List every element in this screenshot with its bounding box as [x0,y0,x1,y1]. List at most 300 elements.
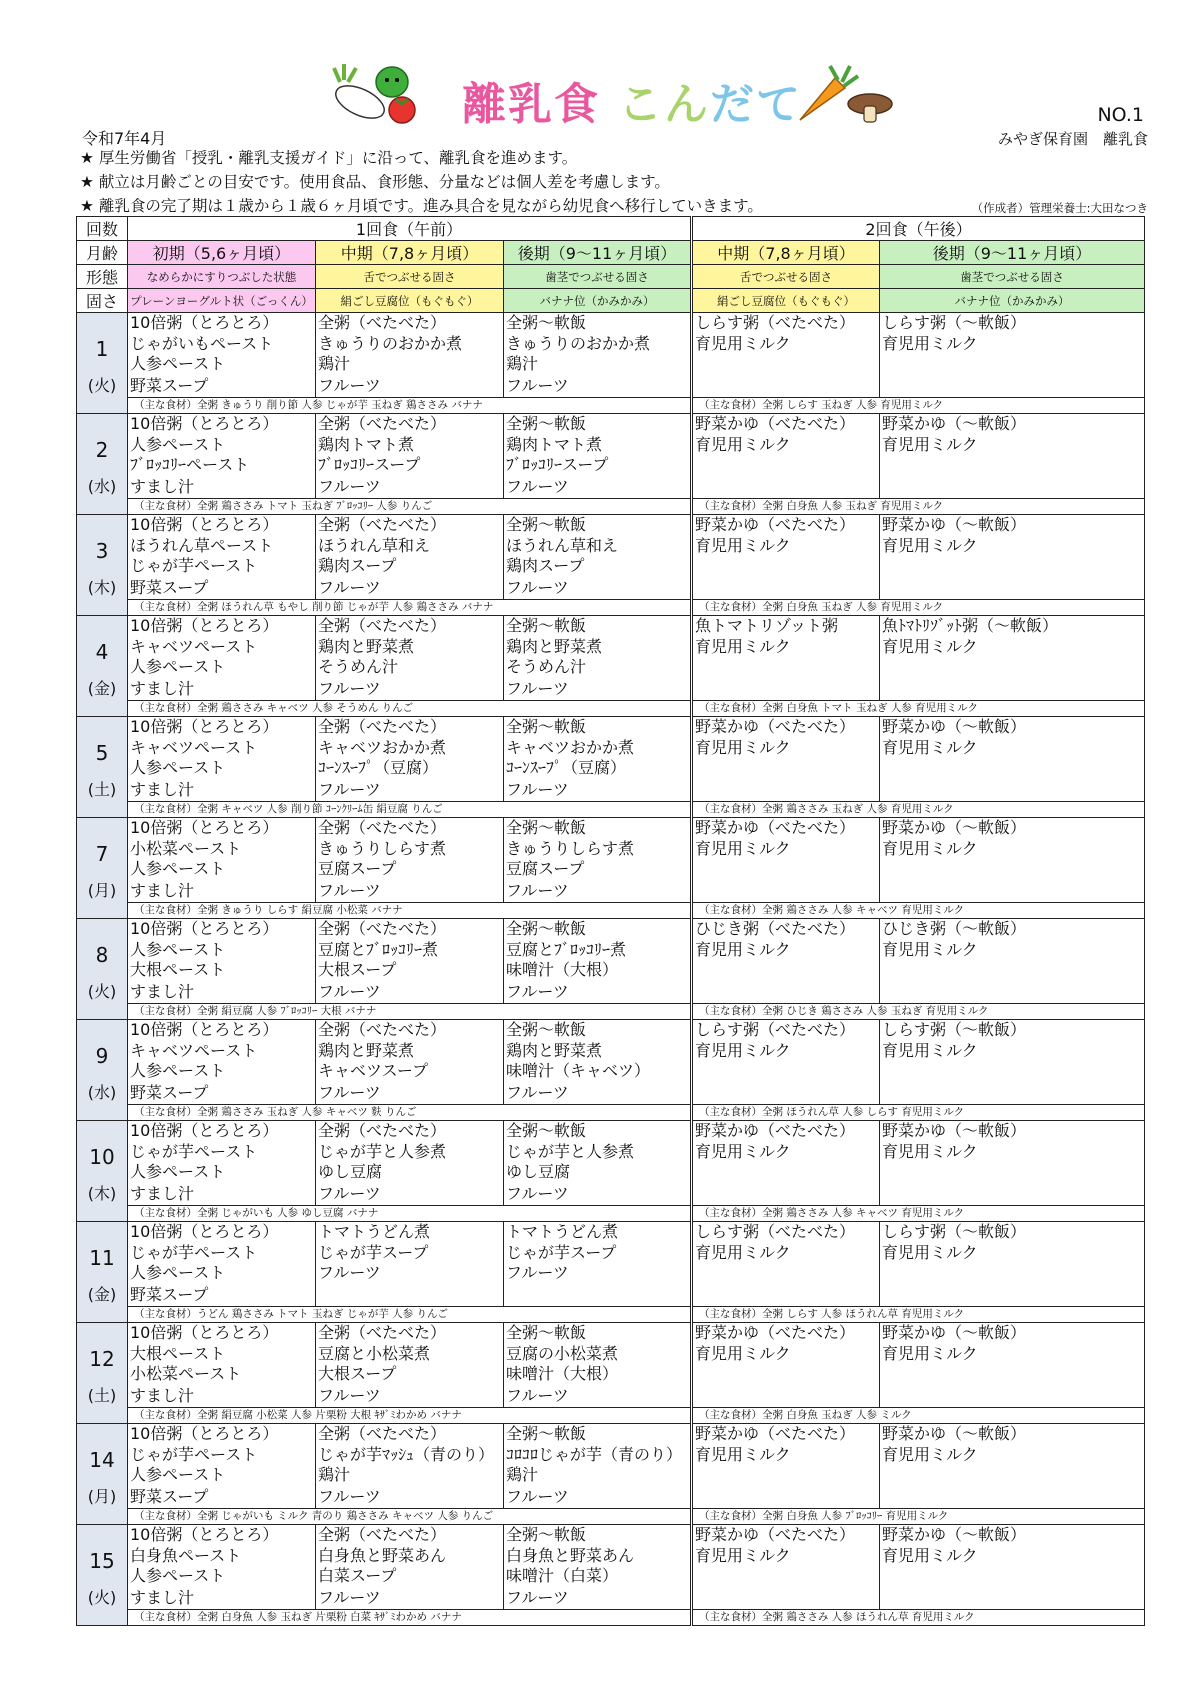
menu-item: 野菜スープ [130,1486,209,1506]
menu-item: 野菜スープ [130,577,209,597]
ingredients-meal-1: （主な食材）うどん 鶏ささみ トマト 玉ねぎ じゃが芋 人参 りんご [128,1307,692,1323]
menu-item: そうめん汁 [318,657,399,676]
menu-item: 野菜スープ [130,1082,209,1102]
menu-item: 野菜かゆ（べたべた） [695,818,856,837]
menu-item: 育児用ミルク [695,1545,791,1565]
menu-item: フルーツ [318,678,381,698]
author: （作成者）管理栄養士:大田なつき [971,201,1148,215]
menu-item: フルーツ [506,1385,569,1405]
menu-cell-late [504,515,692,600]
menu-cell-mid2 [692,1323,880,1408]
menu-cell-late [504,919,692,1004]
menu-item: 野菜かゆ（べたべた） [695,1525,856,1544]
menu-item [880,981,1144,1003]
menu-item [880,657,1144,678]
menu-item: 全粥（べたべた） [318,1323,447,1342]
menu-cell-late [504,1525,692,1610]
menu-cell-mid2 [692,818,880,903]
menu-item [693,1183,879,1205]
menu-item: 鶏肉と野菜煮 [506,636,603,656]
note-3: ★ 離乳食の完了期は１歳から１歳６ヶ月頃です。進み具合を見ながら幼児食へ移行していきます。 [80,197,763,215]
menu-cell-late [504,1424,692,1509]
menu-item: じゃが芋と人参煮 [506,1141,635,1161]
menu-item: フルーツ [506,678,569,698]
menu-item [880,1486,1144,1508]
menu-item: 野菜スープ [130,1284,209,1304]
menu-item [693,1162,879,1183]
menu-item: 育児用ミルク [695,434,791,454]
menu-cell-mid2 [692,1424,880,1509]
menu-cell-mid [316,1525,504,1610]
menu-item: トマトうどん煮 [318,1222,431,1241]
menu-item: フルーツ [506,375,569,395]
menu-cell-late2 [880,616,1145,701]
menu-item: 野菜かゆ（べたべた） [695,1323,856,1342]
menu-cell-early [128,818,316,903]
day-label [77,616,128,717]
menu-item: キャベツスープ [318,1061,429,1080]
ingredients-row [77,600,1145,616]
menu-item: 全粥（べたべた） [318,313,447,332]
menu-cell-late2 [880,717,1145,802]
header-hardness-mid: 絹ごし豆腐位（もぐもぐ） [316,289,504,313]
ingredients-row [77,701,1145,717]
menu-item: きゅうりしらす煮 [318,838,447,858]
menu-item: 全粥～軟飯 [506,1424,587,1443]
menu-item: きゅうりのおかか煮 [506,333,651,353]
day-weekday: (土) [87,1386,117,1405]
menu-item: すまし汁 [130,678,195,698]
ingredients-meal-1: （主な食材）全粥 キャベツ 人参 削り節 ｺｰﾝｸﾘｰﾑ缶 絹豆腐 りんご [128,802,692,818]
menu-item [693,1082,879,1104]
menu-item [880,577,1144,599]
menu-cell-late [504,1121,692,1206]
menu-item: 育児用ミルク [882,737,978,757]
menu-item: 人参ペースト [130,859,226,878]
header-form-early: なめらかにすりつぶした状態 [128,265,316,289]
menu-item: 育児用ミルク [882,1141,978,1161]
header-label-count: 回数 [77,217,128,241]
menu-item: 10倍粥（とろとろ） [130,1323,279,1342]
menu-cell-mid [316,919,504,1004]
menu-item: 鶏肉スープ [506,556,585,575]
school-name: みやぎ保育園 離乳食 [997,130,1148,148]
menu-item: 野菜かゆ（～軟飯） [882,414,1027,433]
ingredients-meal-1: （主な食材）全粥 きゅうり 削り節 人参 じゃが芋 玉ねぎ 鶏ささみ バナナ [128,398,692,414]
ingredients-row [77,903,1145,919]
day-label [77,818,128,919]
menu-item: 魚ﾄﾏﾄﾘｿﾞｯﾄ粥（～軟飯） [882,616,1059,635]
menu-item: すまし汁 [130,1587,195,1607]
menu-item: きゅうりのおかか煮 [318,333,463,353]
menu-item: 育児用ミルク [882,1242,978,1262]
menu-item: 育児用ミルク [882,1343,978,1363]
menu-cell-early [128,313,316,398]
menu-item: 全粥～軟飯 [506,414,587,433]
menu-item: キャベツペースト [130,636,258,656]
day-label [77,1020,128,1121]
menu-item: フルーツ [318,1082,381,1102]
menu-item: すまし汁 [130,981,195,1001]
menu-item: 育児用ミルク [882,1545,978,1565]
menu-item: そうめん汁 [506,657,587,676]
day-weekday: (月) [87,1487,117,1506]
menu-item: フルーツ [318,1486,381,1506]
menu-item: 野菜かゆ（べたべた） [695,1424,856,1443]
menu-item: 野菜かゆ（～軟飯） [882,717,1027,736]
menu-item: 豆腐の小松菜煮 [506,1343,619,1363]
day-number: 9 [95,1044,109,1068]
ingredients-meal-2: （主な食材）全粥 ほうれん草 人参 しらす 育児用ミルク [692,1105,1145,1121]
menu-item: 人参ペースト [130,939,226,959]
day-label [77,313,128,414]
menu-cell-mid [316,313,504,398]
menu-item: 白菜スープ [318,1566,397,1585]
menu-item: 全粥～軟飯 [506,818,587,837]
menu-item: キャベツおかか煮 [506,737,635,757]
menu-item [880,678,1144,700]
menu-item: 鶏汁 [318,1465,351,1484]
menu-item [693,1587,879,1609]
menu-cell-early [128,414,316,499]
menu-item: フルーツ [318,880,381,900]
menu-item [693,476,879,498]
menu-item: 全粥（べたべた） [318,1424,447,1443]
ingredients-meal-1: （主な食材）全粥 鶏ささみ 玉ねぎ 人参 キャベツ 麩 りんご [128,1105,692,1121]
menu-item [693,1385,879,1407]
day-weekday: (水) [87,477,117,496]
menu-cell-mid2 [692,717,880,802]
menu-item: 育児用ミルク [882,1040,978,1060]
day-label [77,717,128,818]
menu-item: しらす粥（べたべた） [695,313,856,332]
menu-item [880,1385,1144,1407]
menu-item [880,1183,1144,1205]
menu-item: ひじき粥（～軟飯） [882,919,1027,938]
menu-item: 人参ペースト [130,758,226,777]
menu-item: 育児用ミルク [882,333,978,353]
menu-item: 味噌汁（大根） [506,1364,619,1383]
menu-item [693,960,879,981]
day-number: 2 [95,438,109,462]
menu-item: 鶏汁 [318,354,351,373]
menu-cell-late2 [880,313,1145,398]
menu-item: 鶏肉スープ [318,556,397,575]
day-row [77,1020,1145,1105]
document-number: NO.1 [1097,104,1144,126]
header-age-late: 後期（9～11ヶ月頃） [504,241,692,265]
mushroom-icon [848,94,892,122]
menu-cell-mid [316,717,504,802]
ingredients-meal-2: （主な食材）全粥 鶏ささみ 玉ねぎ 人参 育児用ミルク [692,802,1145,818]
menu-item [504,1284,690,1306]
menu-item: 味噌汁（キャベツ） [506,1061,651,1080]
menu-item [693,779,879,801]
header-hardness-mid-2: 絹ごし豆腐位（もぐもぐ） [692,289,880,313]
day-row [77,717,1145,802]
day-weekday: (金) [87,679,117,698]
menu-item: フルーツ [318,375,381,395]
menu-cell-late2 [880,919,1145,1004]
day-number: 11 [89,1246,115,1270]
menu-item: 全粥～軟飯 [506,1020,587,1039]
menu-item [880,1162,1144,1183]
menu-item: 全粥～軟飯 [506,515,587,534]
day-row [77,1525,1145,1610]
menu-item: 育児用ミルク [695,1444,791,1464]
menu-item: 全粥（べたべた） [318,616,447,635]
header-age-late-2: 後期（9～11ヶ月頃） [880,241,1145,265]
header-label-hardness: 固さ [77,289,128,313]
menu-item: 育児用ミルク [882,636,978,656]
day-row [77,515,1145,600]
day-weekday: (土) [87,780,117,799]
day-row [77,1323,1145,1408]
day-label [77,919,128,1020]
menu-item: 育児用ミルク [695,1242,791,1262]
menu-item: 小松菜ペースト [130,838,242,858]
menu-item: 野菜かゆ（～軟飯） [882,1525,1027,1544]
menu-item: フルーツ [318,1587,381,1607]
menu-item [693,577,879,599]
ingredients-meal-1: （主な食材）全粥 じゃがいも ミルク 青のり 鶏ささみ キャベツ 人参 りんご [128,1509,692,1525]
ingredients-row [77,1610,1145,1626]
menu-cell-late [504,1323,692,1408]
menu-cell-early [128,919,316,1004]
day-number: 8 [95,943,109,967]
menu-item: 全粥～軟飯 [506,616,587,635]
menu-item: 小松菜ペースト [130,1364,242,1383]
menu-item: 野菜かゆ（～軟飯） [882,515,1027,534]
menu-item: フルーツ [506,1183,569,1203]
menu-item: 豆腐と小松菜煮 [318,1343,431,1363]
menu-item: 大根ペースト [130,960,226,979]
menu-item: 豆腐スープ [506,859,585,878]
menu-item: ｺｰﾝｽｰﾌﾟ（豆腐） [506,758,627,777]
menu-item [693,455,879,476]
menu-cell-late [504,1222,692,1307]
menu-cell-mid [316,616,504,701]
menu-item: ﾌﾞﾛｯｺﾘｰペースト [130,455,250,474]
menu-cell-mid [316,1020,504,1105]
day-label [77,1222,128,1323]
menu-cell-late2 [880,818,1145,903]
menu-item [880,1465,1144,1486]
menu-item: ﾌﾞﾛｯｺﾘｰスープ [506,455,609,474]
menu-item [693,859,879,880]
ingredients-meal-1: （主な食材）全粥 鶏ささみ トマト 玉ねぎ ﾌﾞﾛｯｺﾘｰ 人参 りんご [128,499,692,515]
menu-item: 人参ペースト [130,354,226,373]
ingredients-row [77,499,1145,515]
menu-item [693,880,879,902]
menu-item: 鶏肉トマト煮 [506,434,603,454]
menu-item: 育児用ミルク [695,838,791,858]
menu-item: 全粥（べたべた） [318,818,447,837]
menu-item: 育児用ミルク [882,434,978,454]
menu-item: 育児用ミルク [695,1141,791,1161]
header-hardness-late-2: バナナ位（かみかみ） [880,289,1145,313]
menu-item [880,1061,1144,1082]
menu-cell-late [504,717,692,802]
menu-item [316,1284,503,1306]
menu-item: 鶏肉と野菜煮 [318,636,415,656]
menu-item: すまし汁 [130,779,195,799]
day-row [77,1222,1145,1307]
day-weekday: (火) [87,1588,117,1607]
menu-item: 全粥（べたべた） [318,515,447,534]
day-label [77,1525,128,1626]
menu-item: フルーツ [506,476,569,496]
ingredients-row [77,1105,1145,1121]
menu-cell-early [128,1121,316,1206]
day-number: 7 [95,842,109,866]
menu-item: 人参ペースト [130,1162,226,1181]
header-row-count [77,217,1145,241]
menu-item: しらす粥（～軟飯） [882,1222,1027,1241]
menu-item: しらす粥（～軟飯） [882,1020,1027,1039]
menu-item: 豆腐とﾌﾞﾛｯｺﾘｰ煮 [506,939,627,959]
page-title [462,68,802,132]
menu-item: フルーツ [506,1486,569,1506]
menu-item: 人参ペースト [130,434,226,454]
menu-item: 人参ペースト [130,1061,226,1080]
menu-item: すまし汁 [130,880,195,900]
day-weekday: (火) [87,982,117,1001]
menu-item [880,455,1144,476]
menu-item: フルーツ [318,476,381,496]
menu-item [693,1364,879,1385]
ingredients-meal-2: （主な食材）全粥 しらす 玉ねぎ 人参 育児用ミルク [692,398,1145,414]
day-number: 1 [95,337,109,361]
menu-cell-mid [316,414,504,499]
menu-cell-late [504,313,692,398]
menu-item [880,779,1144,801]
menu-item: ほうれん草和え [318,535,431,555]
tomato-icon [389,97,415,123]
day-number: 14 [89,1448,115,1472]
menu-item: ｺﾛｺﾛじゃが芋（青のり） [506,1444,683,1464]
menu-item [693,1486,879,1508]
menu-item [880,859,1144,880]
menu-cell-mid2 [692,1121,880,1206]
menu-item: じゃが芋ペースト [130,1444,258,1464]
ingredients-meal-2: （主な食材）全粥 白身魚 玉ねぎ 人参 育児用ミルク [692,600,1145,616]
menu-item: 野菜かゆ（べたべた） [695,515,856,534]
menu-item: じゃがいもペースト [130,333,274,353]
menu-item: 10倍粥（とろとろ） [130,313,279,332]
menu-item [880,1082,1144,1104]
day-weekday: (金) [87,1285,117,1304]
menu-item: 10倍粥（とろとろ） [130,818,279,837]
day-row [77,1121,1145,1206]
menu-item: フルーツ [506,880,569,900]
menu-item: フルーツ [318,577,381,597]
day-label [77,1121,128,1222]
day-number: 12 [89,1347,115,1371]
day-number: 3 [95,539,109,563]
title-part-3: だて [710,79,802,130]
day-weekday: (火) [87,376,117,395]
day-label [77,1323,128,1424]
menu-item: 全粥～軟飯 [506,717,587,736]
menu-cell-late2 [880,1020,1145,1105]
menu-cell-early [128,1424,316,1509]
ingredients-meal-1: （主な食材）全粥 絹豆腐 人参 ﾌﾞﾛｯｺﾘｰ 大根 バナナ [128,1004,692,1020]
header-label-age: 月齢 [77,241,128,265]
menu-item: 育児用ミルク [695,737,791,757]
header-age-mid-2: 中期（7,8ヶ月頃） [692,241,880,265]
menu-item: 10倍粥（とろとろ） [130,414,279,433]
menu-item: 人参ペースト [130,657,226,676]
menu-item: 人参ペースト [130,1263,226,1282]
header-form-late-2: 歯茎でつぶせる固さ [880,265,1145,289]
menu-cell-mid2 [692,1525,880,1610]
ingredients-meal-2: （主な食材）全粥 鶏ささみ 人参 ほうれん草 育児用ミルク [692,1610,1145,1626]
header-hardness-late: バナナ位（かみかみ） [504,289,692,313]
header-row-form [77,265,1145,289]
menu-item: 野菜かゆ（～軟飯） [882,1323,1027,1342]
menu-item: ひじき粥（べたべた） [695,919,856,938]
menu-cell-late2 [880,1525,1145,1610]
menu-item: 育児用ミルク [695,1343,791,1363]
menu-item: すまし汁 [130,476,195,496]
menu-item: ほうれん草ペースト [130,535,274,555]
day-label [77,414,128,515]
menu-item [693,1284,879,1306]
menu-item: ゆし豆腐 [506,1162,571,1181]
menu-cell-early [128,1525,316,1610]
menu-item: 鶏汁 [506,354,539,373]
menu-item [693,1465,879,1486]
menu-cell-late [504,414,692,499]
menu-item: 全粥～軟飯 [506,1525,587,1544]
menu-item: 10倍粥（とろとろ） [130,919,279,938]
header-row-hardness [77,289,1145,313]
menu-date: 令和7年4月 [82,129,167,148]
menu-item: じゃが芋ペースト [130,1141,258,1161]
menu-cell-early [128,1222,316,1307]
menu-item [880,1587,1144,1609]
menu-item [880,1364,1144,1385]
menu-item [693,678,879,700]
menu-cell-late2 [880,1121,1145,1206]
header-meal-2: 2回食（午後） [692,217,1145,241]
menu-item: じゃが芋ペースト [130,556,258,575]
ingredients-row [77,1509,1145,1525]
menu-item: 全粥（べたべた） [318,717,447,736]
title-part-1: 離乳食 [462,79,600,130]
ingredients-meal-2: （主な食材）全粥 鶏ささみ 人参 キャベツ 育児用ミルク [692,903,1145,919]
menu-item: 10倍粥（とろとろ） [130,1020,279,1039]
day-row [77,313,1145,398]
menu-item: 白身魚ペースト [130,1545,242,1565]
menu-item [880,1263,1144,1284]
carrot-icon [800,66,858,120]
menu-item: きゅうりしらす煮 [506,838,635,858]
menu-item: 全粥（べたべた） [318,1525,447,1544]
ingredients-row [77,1004,1145,1020]
menu-cell-early [128,616,316,701]
menu-item: 魚トマトリゾット粥 [695,616,839,635]
menu-item: 育児用ミルク [882,939,978,959]
menu-item: 全粥（べたべた） [318,919,447,938]
menu-item: 白身魚と野菜あん [506,1545,635,1565]
menu-item: 10倍粥（とろとろ） [130,1424,279,1443]
menu-item: 10倍粥（とろとろ） [130,1121,279,1140]
menu-cell-late [504,818,692,903]
menu-item: じゃが芋ペースト [130,1242,258,1262]
menu-item [880,354,1144,375]
